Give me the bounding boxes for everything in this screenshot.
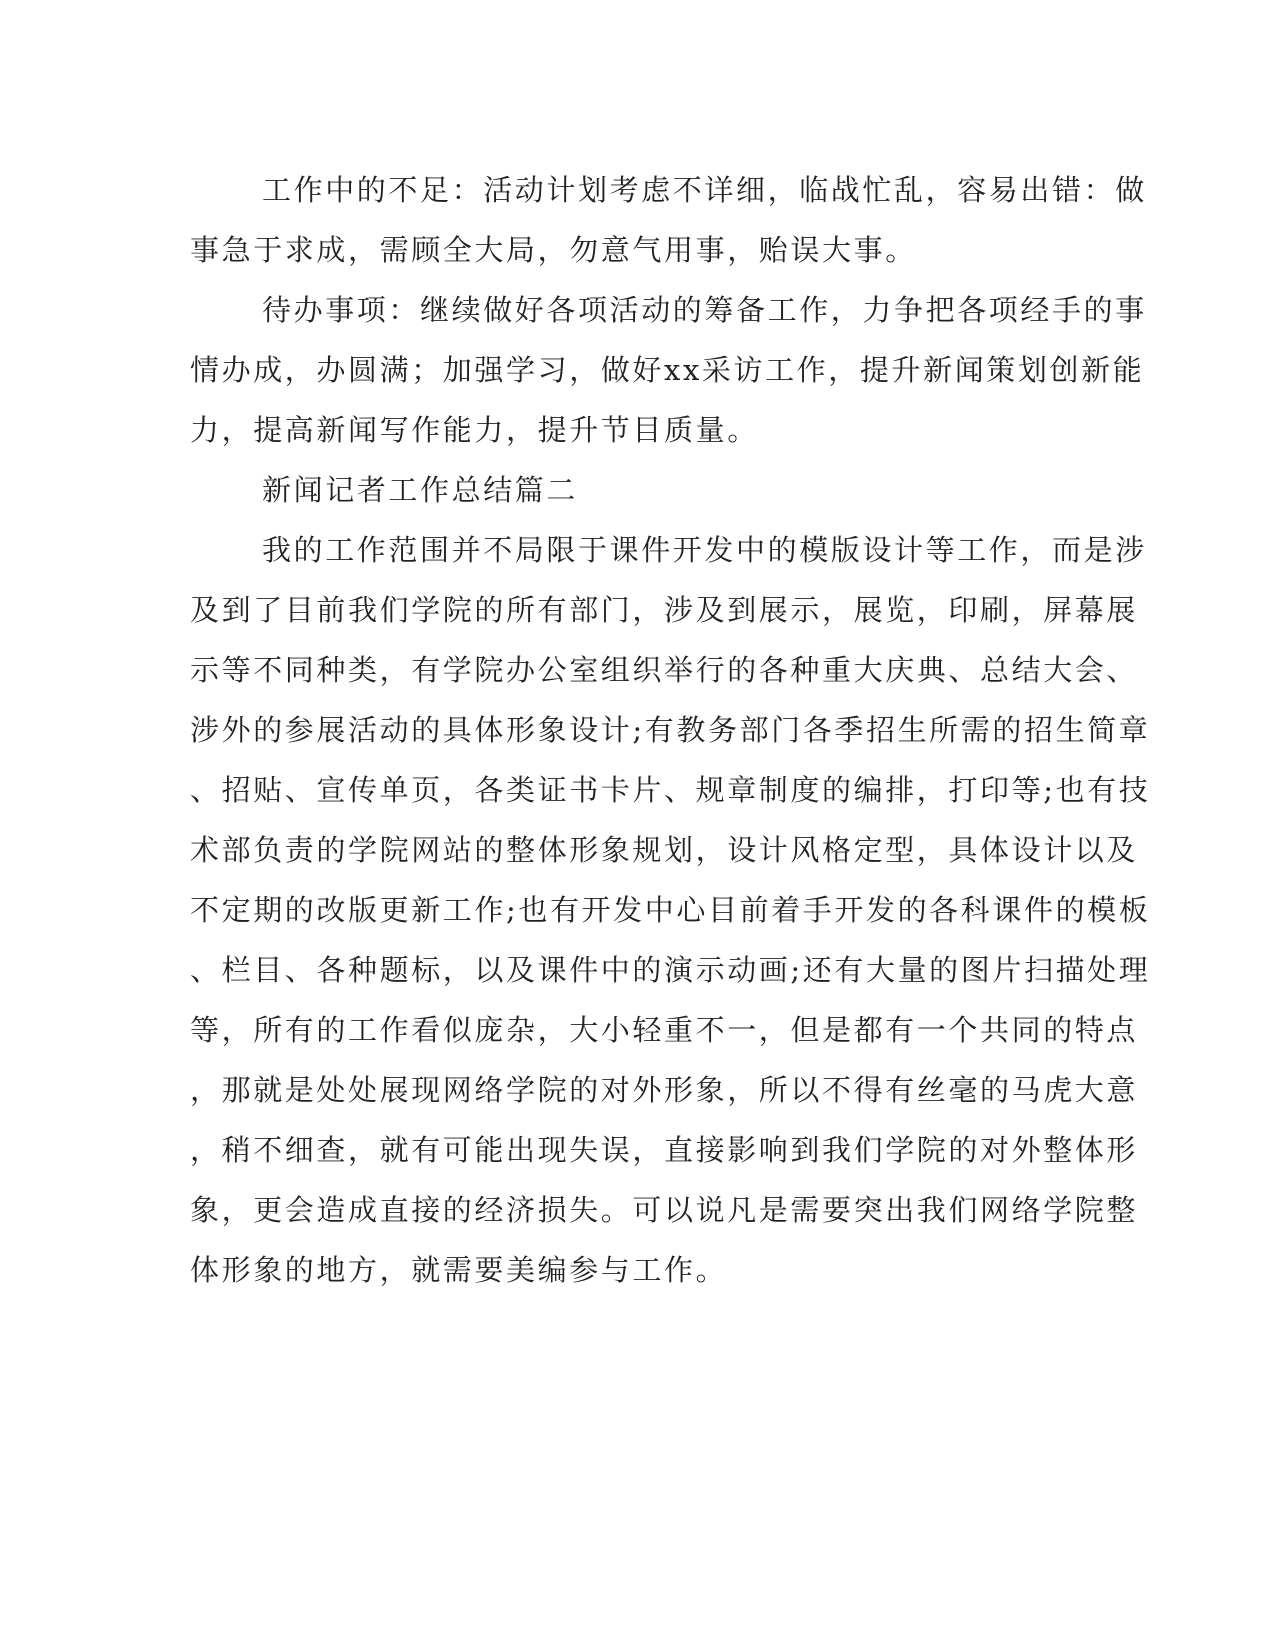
paragraph-work-scope xyxy=(190,520,1151,1300)
text-line: 及到了目前我们学院的所有部门，涉及到展示，展览，印刷，屏幕展 xyxy=(190,593,1139,627)
text-line: 示等不同种类，有学院办公室组织举行的各种重大庆典、总结大会、 xyxy=(190,653,1139,687)
heading-line: 新闻记者工作总结篇二 xyxy=(262,473,579,507)
text-line: ，那就是处处展现网络学院的对外形象，所以不得有丝毫的马虎大意 xyxy=(190,1073,1139,1107)
text-line: 待办事项：继续做好各项活动的筹备工作，力争把各项经手的事 xyxy=(262,293,1147,327)
text-line: 、栏目、各种题标，以及课件中的演示动画;还有大量的图片扫描处理 xyxy=(190,953,1151,987)
text-line: 涉外的参展活动的具体形象设计;有教务部门各季招生所需的招生简章 xyxy=(190,713,1151,747)
text-line: 工作中的不足：活动计划考虑不详细，临战忙乱，容易出错：做 xyxy=(262,173,1147,207)
text-line: 我的工作范围并不局限于课件开发中的模版设计等工作，而是涉 xyxy=(262,533,1147,567)
paragraph-shortcomings xyxy=(190,160,1147,280)
text-line: 等，所有的工作看似庞杂，大小轻重不一，但是都有一个共同的特点 xyxy=(190,1013,1139,1047)
text-line: 情办成，办圆满；加强学习，做好xx采访工作，提升新闻策划创新能 xyxy=(190,353,1145,387)
section-heading xyxy=(190,460,1090,520)
text-line: ，稍不细查，就有可能出现失误，直接影响到我们学院的对外整体形 xyxy=(190,1133,1139,1167)
paragraph-todo xyxy=(190,280,1147,460)
text-line: 事急于求成，需顾全大局，勿意气用事，贻误大事。 xyxy=(190,233,917,267)
text-line: 体形象的地方，就需要美编参与工作。 xyxy=(190,1253,728,1287)
text-line: 力，提高新闻写作能力，提升节目质量。 xyxy=(190,413,759,447)
text-line: 象，更会造成直接的经济损失。可以说凡是需要突出我们网络学院整 xyxy=(190,1193,1139,1227)
text-line: 术部负责的学院网站的整体形象规划，设计风格定型，具体设计以及 xyxy=(190,833,1139,867)
text-line: 不定期的改版更新工作;也有开发中心目前着手开发的各科课件的模板 xyxy=(190,893,1151,927)
document-body xyxy=(190,160,1151,1300)
text-line: 、招贴、宣传单页，各类证书卡片、规章制度的编排，打印等;也有技 xyxy=(190,773,1151,807)
